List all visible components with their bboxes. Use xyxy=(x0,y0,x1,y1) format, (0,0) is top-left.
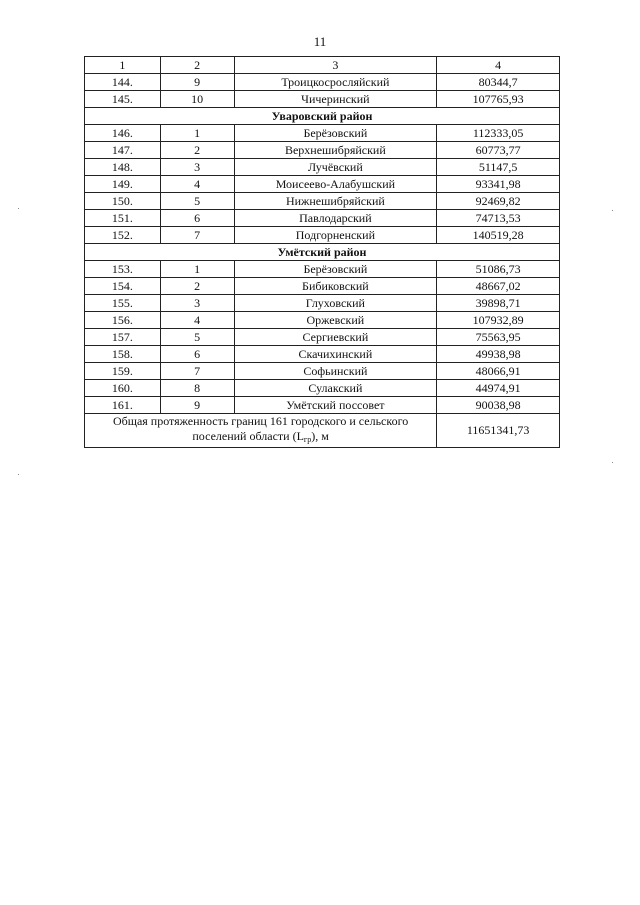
header-col-2: 2 xyxy=(160,57,234,74)
settlement-name: Лучёвский xyxy=(234,159,437,176)
row-number: 148. xyxy=(85,159,161,176)
boundary-length: 74713,53 xyxy=(437,210,560,227)
table-row xyxy=(85,176,560,193)
table-row xyxy=(85,227,560,244)
settlement-name: Чичеринский xyxy=(234,91,437,108)
total-label-line2-prefix: поселений области (L xyxy=(192,429,304,443)
boundary-length: 48066,91 xyxy=(437,363,560,380)
table-row xyxy=(85,397,560,414)
settlement-name: Скачихинский xyxy=(234,346,437,363)
section-row-umetsky xyxy=(85,244,560,261)
table-row xyxy=(85,312,560,329)
row-number: 144. xyxy=(85,74,161,91)
boundary-length: 93341,98 xyxy=(437,176,560,193)
boundary-length: 107765,93 xyxy=(437,91,560,108)
scan-speck xyxy=(18,208,19,209)
row-local-number: 10 xyxy=(160,91,234,108)
boundary-length: 48667,02 xyxy=(437,278,560,295)
table-row xyxy=(85,278,560,295)
boundary-length: 49938,98 xyxy=(437,346,560,363)
row-local-number: 6 xyxy=(160,346,234,363)
row-local-number: 4 xyxy=(160,176,234,193)
table-row xyxy=(85,91,560,108)
row-local-number: 8 xyxy=(160,380,234,397)
table-row xyxy=(85,380,560,397)
table-row xyxy=(85,159,560,176)
section-row-uvarovsky xyxy=(85,108,560,125)
header-col-3: 3 xyxy=(234,57,437,74)
settlement-name: Подгорненский xyxy=(234,227,437,244)
boundary-length: 107932,89 xyxy=(437,312,560,329)
row-local-number: 1 xyxy=(160,261,234,278)
total-label-line2-suffix: ), м xyxy=(311,429,329,443)
settlement-name: Берёзовский xyxy=(234,261,437,278)
boundary-length: 51086,73 xyxy=(437,261,560,278)
page-number: 11 xyxy=(313,34,327,49)
row-local-number: 1 xyxy=(160,125,234,142)
section-title-umetsky: Умётский район xyxy=(85,244,560,261)
boundary-length: 39898,71 xyxy=(437,295,560,312)
boundary-length: 90038,98 xyxy=(437,397,560,414)
row-number: 156. xyxy=(85,312,161,329)
row-number: 160. xyxy=(85,380,161,397)
row-number: 147. xyxy=(85,142,161,159)
row-number: 152. xyxy=(85,227,161,244)
row-number: 158. xyxy=(85,346,161,363)
boundary-length: 51147,5 xyxy=(437,159,560,176)
table-row xyxy=(85,193,560,210)
settlement-name: Моисеево-Алабушский xyxy=(234,176,437,193)
settlement-name: Оржевский xyxy=(234,312,437,329)
row-number: 146. xyxy=(85,125,161,142)
row-number: 155. xyxy=(85,295,161,312)
row-number: 154. xyxy=(85,278,161,295)
settlement-name: Павлодарский xyxy=(234,210,437,227)
row-number: 150. xyxy=(85,193,161,210)
total-label-subscript: гр xyxy=(303,435,312,444)
boundary-length: 44974,91 xyxy=(437,380,560,397)
total-row xyxy=(85,414,560,448)
row-local-number: 6 xyxy=(160,210,234,227)
boundary-length: 112333,05 xyxy=(437,125,560,142)
settlement-name: Глуховский xyxy=(234,295,437,312)
header-col-4: 4 xyxy=(437,57,560,74)
boundary-length: 92469,82 xyxy=(437,193,560,210)
row-number: 157. xyxy=(85,329,161,346)
row-local-number: 9 xyxy=(160,397,234,414)
boundary-length: 75563,95 xyxy=(437,329,560,346)
scan-speck xyxy=(612,462,613,463)
row-local-number: 5 xyxy=(160,329,234,346)
total-value: 11651341,73 xyxy=(437,414,560,448)
table-row xyxy=(85,142,560,159)
settlement-name: Верхнешибряйский xyxy=(234,142,437,159)
settlement-name: Нижнешибряйский xyxy=(234,193,437,210)
table-row xyxy=(85,295,560,312)
settlement-name: Бибиковский xyxy=(234,278,437,295)
settlement-name: Троицкосросляйский xyxy=(234,74,437,91)
scan-speck xyxy=(612,210,613,211)
row-number: 149. xyxy=(85,176,161,193)
row-number: 153. xyxy=(85,261,161,278)
row-local-number: 2 xyxy=(160,142,234,159)
settlement-name: Умётский поссовет xyxy=(234,397,437,414)
header-col-1: 1 xyxy=(85,57,161,74)
table-row xyxy=(85,329,560,346)
boundary-length: 140519,28 xyxy=(437,227,560,244)
row-local-number: 5 xyxy=(160,193,234,210)
row-local-number: 4 xyxy=(160,312,234,329)
total-label xyxy=(85,414,437,448)
settlement-name: Сергиевский xyxy=(234,329,437,346)
row-local-number: 9 xyxy=(160,74,234,91)
table-row xyxy=(85,261,560,278)
scan-speck xyxy=(18,474,19,475)
total-label-line1: Общая протяженность границ 161 городского и сельского xyxy=(112,414,409,428)
section-title-uvarovsky: Уваровский район xyxy=(85,108,560,125)
row-local-number: 3 xyxy=(160,159,234,176)
settlement-name: Сулакский xyxy=(234,380,437,397)
table-row xyxy=(85,363,560,380)
settlement-name: Софьинский xyxy=(234,363,437,380)
row-local-number: 2 xyxy=(160,278,234,295)
table-row xyxy=(85,346,560,363)
settlement-name: Берёзовский xyxy=(234,125,437,142)
row-number: 159. xyxy=(85,363,161,380)
row-local-number: 7 xyxy=(160,363,234,380)
row-local-number: 3 xyxy=(160,295,234,312)
table-header-row xyxy=(85,57,560,74)
table-row xyxy=(85,74,560,91)
table-row xyxy=(85,210,560,227)
table-row xyxy=(85,125,560,142)
boundary-length-table xyxy=(84,56,560,448)
row-local-number: 7 xyxy=(160,227,234,244)
boundary-length: 60773,77 xyxy=(437,142,560,159)
row-number: 145. xyxy=(85,91,161,108)
row-number: 151. xyxy=(85,210,161,227)
row-number: 161. xyxy=(85,397,161,414)
boundary-length: 80344,7 xyxy=(437,74,560,91)
